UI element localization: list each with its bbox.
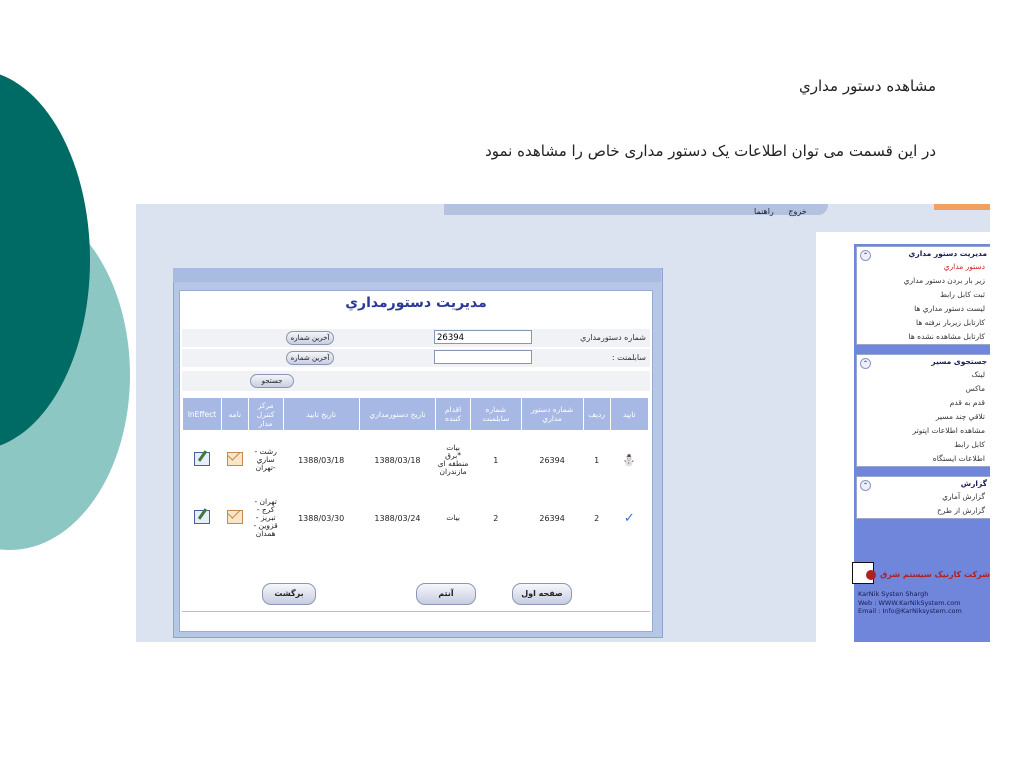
ineffect-edit-icon[interactable] — [194, 510, 210, 524]
last-number-button[interactable]: آخرين شماره — [286, 351, 334, 365]
sidebar-section-reports — [856, 476, 990, 519]
next-button[interactable]: آنتم — [416, 583, 476, 605]
column-header[interactable]: مركز كنترل مدار — [248, 398, 283, 431]
column-header[interactable]: اقدام كننده — [436, 398, 471, 431]
app-screenshot — [136, 204, 990, 642]
letter-envelope-icon[interactable] — [227, 452, 243, 466]
window-divider — [182, 611, 650, 612]
sidebar-item[interactable]: گزارش آماري — [942, 492, 985, 501]
orders-table — [182, 397, 649, 547]
row-number: 1 — [594, 455, 600, 465]
column-header[interactable]: نامه — [221, 398, 248, 431]
search-row — [182, 371, 650, 391]
column-header[interactable]: شماره دستور مداري — [521, 398, 583, 431]
sablement-input[interactable] — [434, 350, 532, 364]
column-header[interactable]: رديف — [583, 398, 610, 431]
company-web: Web : WWW.KarNikSystem.com — [858, 598, 961, 607]
actor: بيات *برق منطقه اى مازندران — [437, 443, 469, 476]
sablement-row — [182, 349, 650, 367]
letter-envelope-icon[interactable] — [227, 510, 243, 524]
last-number-button[interactable]: آخرين شماره — [286, 331, 334, 345]
column-header[interactable]: تاييد — [610, 398, 648, 431]
sidebar-item[interactable]: اطلاعات ايستگاه — [932, 454, 985, 463]
row-number: 2 — [594, 513, 600, 523]
order-date: 1388/03/18 — [374, 455, 421, 465]
sidebar-item[interactable]: ليست دستور مداري ها — [914, 304, 985, 313]
top-nav — [748, 207, 813, 216]
sidebar-item[interactable]: قدم به قدم — [949, 398, 985, 407]
company-info — [858, 590, 962, 616]
column-header[interactable]: شماره سابلمنت — [471, 398, 522, 431]
window-titlebar — [173, 268, 661, 282]
confirm-date: 1388/03/30 — [298, 513, 345, 523]
confirm-date: 1388/03/18 — [298, 455, 345, 465]
sidebar-item[interactable]: كابل رابط — [954, 440, 985, 449]
slide-title: مشاهده دستور مداري — [799, 77, 936, 95]
control-center: رشت - ساري -تهران — [254, 447, 277, 472]
collapse-icon[interactable]: ⌃ — [860, 480, 871, 491]
sablement-number: 2 — [493, 513, 499, 523]
stamp-icon[interactable]: ⛄ — [622, 453, 637, 467]
sidebar-item[interactable]: تلاقي چند مسير — [935, 412, 985, 421]
order-date: 1388/03/24 — [374, 513, 421, 523]
order-number: 26394 — [539, 513, 565, 523]
guide-link[interactable]: راهنما — [754, 207, 774, 216]
table-row[interactable] — [183, 489, 649, 547]
collapse-icon[interactable]: ⌃ — [860, 358, 871, 369]
back-button[interactable]: برگشت — [262, 583, 316, 605]
order-number: 26394 — [539, 455, 565, 465]
sidebar-item[interactable]: ثبت كابل رابط — [939, 290, 985, 299]
sidebar-item[interactable]: گزارش از طرح — [937, 506, 985, 515]
column-header[interactable]: تاريخ دستورمداري — [359, 398, 435, 431]
sidebar-item[interactable]: ماكس — [965, 384, 985, 393]
ineffect-edit-icon[interactable] — [194, 452, 210, 466]
sidebar-section-circuit-orders — [856, 246, 990, 345]
company-email: Email : Info@KarNiksystem.com — [858, 607, 962, 615]
top-corner-accent — [934, 204, 990, 210]
sidebar-item[interactable]: كارتابل مشاهده نشده ها — [908, 332, 985, 341]
section-title: جستجوى مسير — [931, 357, 987, 366]
first-page-button[interactable]: صفحه اول — [512, 583, 572, 605]
sablement-number: 1 — [493, 455, 499, 465]
section-title: مديريت دستور مداري — [908, 249, 987, 258]
window-title: مديريت دستورمداري — [345, 295, 487, 311]
actor: بيات — [446, 513, 460, 522]
sidebar-item[interactable]: لينک — [971, 370, 985, 379]
table-header-row — [183, 398, 649, 431]
circuit-order-window — [179, 290, 653, 632]
table-row[interactable] — [183, 431, 649, 490]
order-number-row — [182, 329, 650, 347]
sidebar-item[interactable]: دستور مداري — [943, 262, 985, 271]
sidebar-item[interactable]: مشاهده اطلاعات اپتوتر — [912, 426, 985, 435]
company-logo-dot — [866, 570, 876, 580]
sidebar-item[interactable]: كارتابل زيربار نرفته ها — [916, 318, 985, 327]
collapse-icon[interactable]: ⌃ — [860, 250, 871, 261]
company-line: KarNik Systen Shargh — [858, 590, 929, 598]
exit-link[interactable]: خروج — [788, 207, 807, 216]
order-number-label: شماره دستورمداري — [580, 333, 646, 342]
order-number-input[interactable]: 26394 — [434, 330, 532, 344]
control-center: تهران - كرج - تبريز - قزوين - همدان — [253, 497, 278, 538]
section-title: گزارش — [960, 479, 987, 488]
company-name: شرکت كارنيک سيستم شرق — [880, 570, 990, 579]
slide-subtitle: در اين قسمت مى توان اطلاعات يک دستور مداری خاص را مشاهده نمود — [485, 142, 936, 160]
sidebar-item[interactable]: زير بار بردن دستور مداري — [903, 276, 985, 285]
search-button[interactable]: جستجو — [250, 374, 294, 388]
sidebar-section-path-search — [856, 354, 990, 467]
column-header[interactable]: InEffect — [183, 398, 222, 431]
column-header[interactable]: تاريخ تاييد — [283, 398, 359, 431]
check-icon[interactable]: ✓ — [623, 510, 635, 526]
sablement-label: سابلمنت : — [611, 353, 646, 362]
